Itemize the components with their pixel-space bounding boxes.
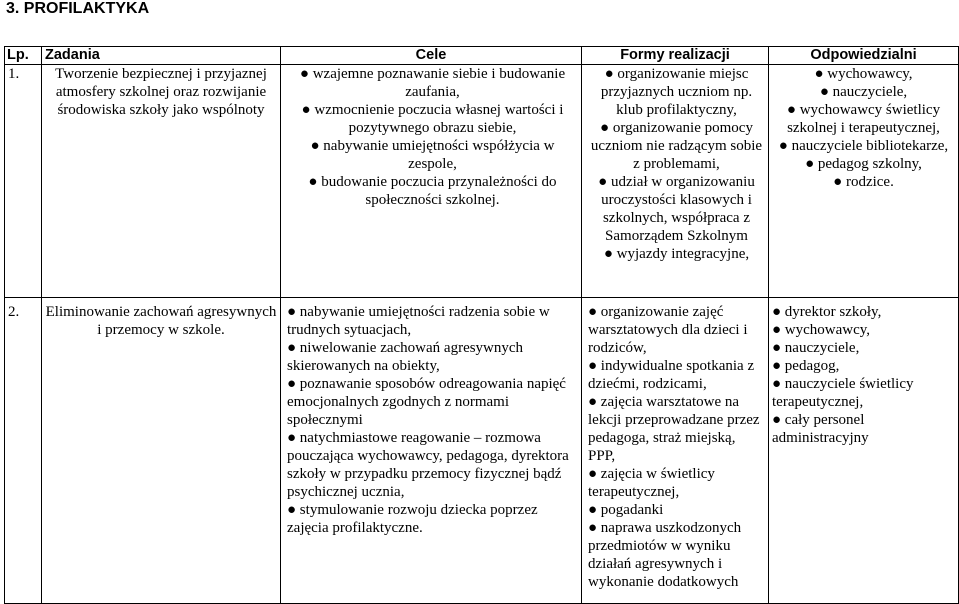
goals-cell [281, 65, 582, 298]
goal-item: ● budowanie poczucia przynależności do społeczności szkolnej. [308, 174, 557, 208]
responsible-item: ● wychowawcy, [772, 322, 871, 338]
column-header-cele: Cele [281, 47, 582, 65]
responsible-item: ● dyrektor szkoły, [772, 304, 882, 320]
goal-item: ● stymulowanie rozwoju dziecka poprzez zajęcia profilaktyczne. [287, 502, 538, 536]
responsible-cell [769, 298, 959, 604]
responsible-item: ● nauczyciele świetlicy terapeutycznej, [772, 376, 914, 410]
responsible-item: ● pedagog szkolny, [805, 156, 922, 172]
form-item: ● organizowanie pomocy uczniom nie radzącym sobie z problemami, [590, 120, 763, 172]
table-header-row [5, 47, 959, 65]
form-item: ● indywidualne spotkania z dziećmi, rodzicami, [588, 358, 755, 392]
goal-item: ● nabywanie umiejętności radzenia sobie w trudnych sytuacjach, [287, 304, 550, 338]
form-item: ● udział w organizowaniu uroczystości klasowych i szkolnych, współpraca z Samorządem Szkolnym [598, 174, 755, 244]
goal-item: ● poznawanie sposobów odreagowania napięć emocjonalnych zgodnych z normami społecznymi [287, 376, 566, 428]
task-cell: Tworzenie bezpiecznej i przyjaznej atmosfery szkolnej oraz rozwijanie środowiska szkoły jako wspólnoty [42, 65, 281, 298]
responsible-item: ● cały personel administracyjny [772, 412, 869, 446]
form-item: ● wyjazdy integracyjne, [603, 246, 750, 262]
forms-cell [582, 65, 769, 298]
goal-item: ● wzmocnienie poczucia własnej wartości i pozytywnego obrazu siebie, [301, 102, 564, 136]
form-item: ● zajęcia w świetlicy terapeutycznej, [588, 466, 715, 500]
form-item: ● naprawa uszkodzonych przedmiotów w wyniku działań agresywnych i wykonanie dodatkowych [588, 520, 742, 590]
responsible-item: ● rodzice. [833, 174, 894, 190]
responsible-item: ● nauczyciele, [819, 84, 908, 100]
column-header-zadania: Zadania [42, 47, 281, 65]
section-heading: 3. PROFILAKTYKA [6, 0, 150, 17]
responsible-item: ● nauczyciele, [772, 340, 860, 356]
task-cell: Eliminowanie zachowań agresywnych i przemocy w szkole. [42, 298, 281, 604]
form-item: ● zajęcia warsztatowe na lekcji przeprowadzane przez pedagoga, straż miejską, PPP, [588, 394, 760, 464]
responsible-item: ● nauczyciele bibliotekarze, [778, 138, 949, 154]
goals-cell [281, 298, 582, 604]
column-header-lp: Lp. [5, 47, 42, 65]
goal-item: ● nabywanie umiejętności współżycia w zespole, [310, 138, 555, 172]
goal-item: ● wzajemne poznawanie siebie i budowanie zaufania, [299, 66, 566, 100]
column-header-formy: Formy realizacji [582, 47, 769, 65]
forms-cell [582, 298, 769, 604]
responsible-item: ● wychowawcy świetlicy szkolnej i terapeutycznej, [786, 102, 941, 136]
responsible-item: ● pedagog, [772, 358, 840, 374]
responsible-item: ● wychowawcy, [814, 66, 913, 82]
table-row [5, 65, 959, 298]
prevention-table [4, 46, 959, 604]
form-item: ● pogadanki [588, 502, 664, 518]
row-number: 1. [5, 65, 42, 298]
column-header-odpowiedzialni: Odpowiedzialni [769, 47, 959, 65]
row-number: 2. [5, 298, 42, 604]
goal-item: ● niwelowanie zachowań agresywnych skierowanych na obiekty, [287, 340, 524, 374]
table-row [5, 298, 959, 604]
goal-item: ● natychmiastowe reagowanie – rozmowa pouczająca wychowawcy, pedagoga, dyrektora szkoły w przypadku przemocy fizycznej bądź psychicznej ucznia, [287, 430, 569, 500]
form-item: ● organizowanie zajęć warsztatowych dla dzieci i rodziców, [588, 304, 748, 356]
form-item: ● organizowanie miejsc przyjaznych uczniom np. klub profilaktyczny, [600, 66, 753, 118]
responsible-cell [769, 65, 959, 298]
